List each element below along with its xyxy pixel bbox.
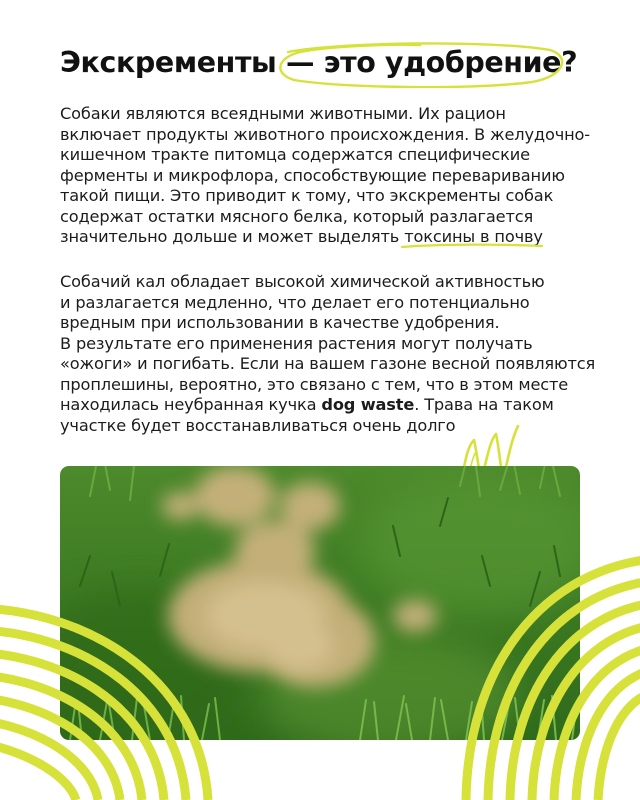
- text-line: Собачий кал обладает высокой химической активностью: [60, 272, 545, 291]
- text-segment: . Трава на таком: [414, 395, 554, 414]
- text-line: и разлагается медленно, что делает его потенциально: [60, 292, 530, 312]
- underline-stroke: [400, 242, 544, 250]
- text-line: «ожоги» и погибать. Если на вашем газоне весной появляются: [60, 354, 596, 373]
- text-line: В результате его применения растения могут получать: [60, 333, 533, 353]
- highlighted-phrase: [404, 227, 543, 246]
- bold-term: dog waste: [321, 395, 415, 414]
- text-line: проплешины, вероятно, это связано с тем, что в этом месте: [60, 374, 569, 394]
- arc-stripes-right: [460, 548, 640, 800]
- text-line: кишечном тракте питомца содержатся специфические: [60, 145, 530, 164]
- text-line: содержат остатки мясного белка, который разлагается: [60, 206, 534, 226]
- paragraph-diet: [60, 104, 590, 248]
- text-segment: значительно дольше и может выделять: [60, 227, 405, 246]
- text-line: [60, 227, 580, 248]
- text-line: [60, 395, 580, 416]
- text-line: вредным при использовании в качестве удобрения.: [60, 313, 500, 332]
- text-line: такой пищи. Это приводит к тому, что экскременты собак: [60, 186, 554, 205]
- text-segment: находилась неубранная кучка: [60, 395, 322, 414]
- highlighted-phrase-text: токсины в почву: [404, 227, 543, 246]
- title-oval-highlight: [270, 40, 570, 88]
- paragraph-chemistry: [60, 272, 596, 436]
- text-line: включает продукты животного происхождения. В желудочно-: [60, 124, 590, 144]
- text-line: участке будет восстанавливаться очень долго: [60, 415, 456, 435]
- text-line: Собаки являются всеядными животными. Их рацион: [60, 104, 506, 123]
- text-line: ферменты и микрофлора, способствующие перевариванию: [60, 165, 565, 185]
- page-title: Экскременты — это удобрение?: [60, 46, 578, 79]
- arc-stripes-left: [0, 594, 240, 800]
